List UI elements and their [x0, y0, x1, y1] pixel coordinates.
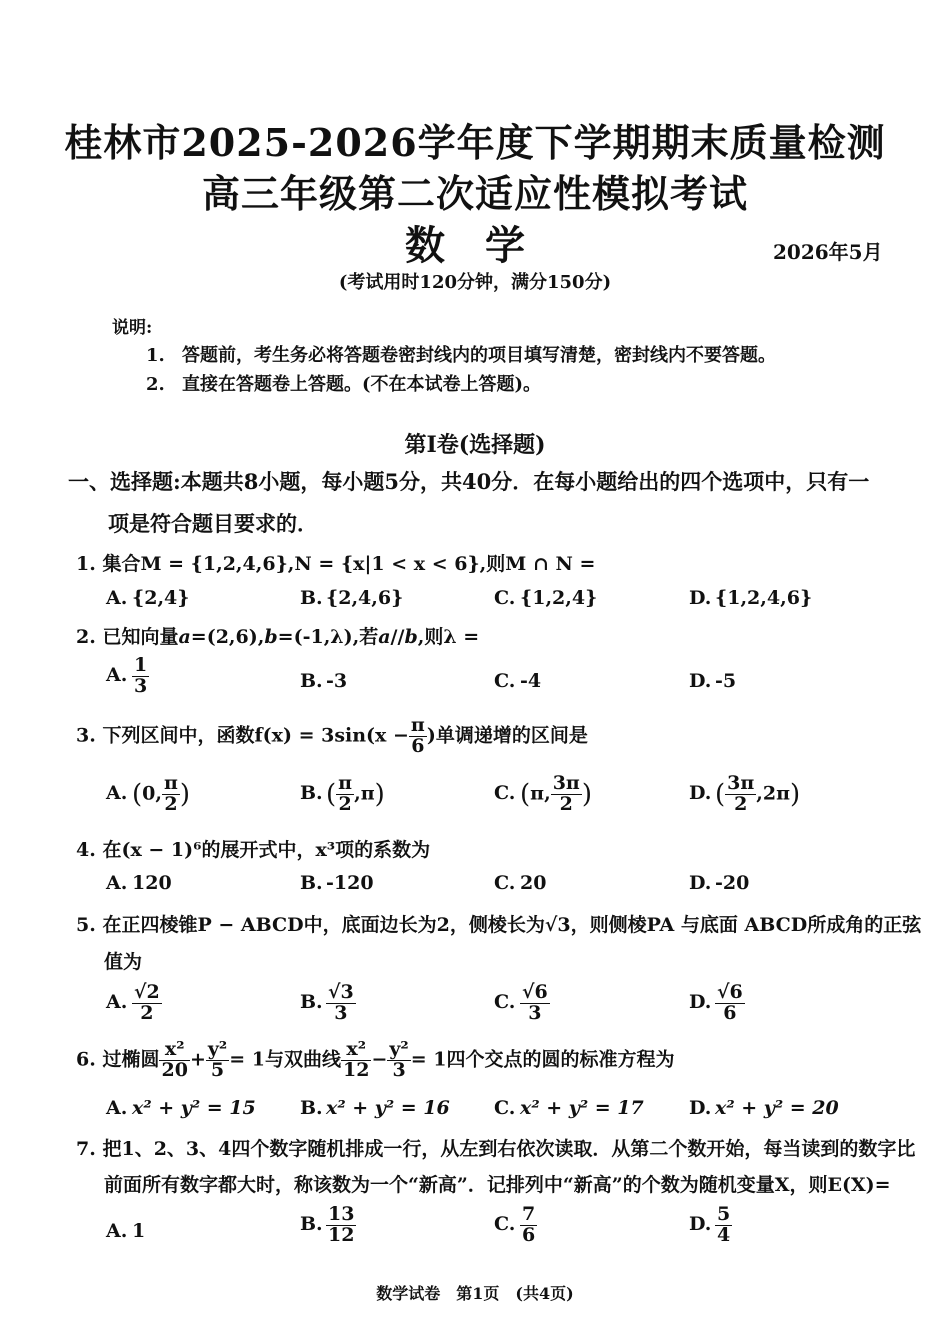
- question-3: 3. 下列区间中，函数f(x) = 3sin(x − $\frac{\pi}{6}$ )单调递增的区间是: [76, 714, 588, 757]
- option-6a: A. x² + y² = 15: [106, 1097, 256, 1119]
- question-1: 1. 集合M = {1,2,4,6},N = {x|1 < x < 6},则M ∩ N =: [76, 553, 596, 575]
- question-7-cont: 前面所有数字都大时，称该数为一个“新高”．记排列中“新高”的个数为随机变量X，则E(X)=: [104, 1174, 891, 1196]
- fraction: $\frac{\pi}{6}$: [410, 714, 425, 757]
- note-item: 1. 答题前，考生务必将答题卷密封线内的项目填写清楚，密封线内不要答题。: [146, 345, 776, 366]
- question-6: 6. 过椭圆 $\frac{\text{x²}}{20}$ + $\frac{\text{y²}}{5}$ = 1与双曲线 $\frac{\text{x²}}{12}$ − $\frac{\text{y²}}{3}$ = 1四个交点的圆的标准方程为: [76, 1038, 675, 1081]
- option-4b: B. -120: [300, 872, 374, 894]
- subject-title: 数学: [405, 222, 565, 269]
- option-2b: B. -3: [300, 670, 348, 692]
- option-4c: C. 20: [494, 872, 547, 894]
- option-6d: D. x² + y² = 20: [689, 1097, 839, 1119]
- option-1d: D. {1,2,4,6}: [689, 587, 813, 609]
- part-heading-cont: 项是符合题目要求的．: [108, 511, 318, 536]
- option-3c: C. (π, $\frac{3\pi}{2}$ ): [494, 772, 592, 815]
- page-footer: 数学试卷 第1页 (共4页): [376, 1284, 574, 1303]
- question-5-cont: 值为: [104, 951, 143, 973]
- option-1a: A. {2,4}: [106, 587, 190, 609]
- option-5d: D. $\frac{√6}{6}$: [689, 981, 743, 1024]
- note-item: 2. 直接在答题卷上答题。(不在本试卷上答题)。: [146, 374, 542, 395]
- option-7b: B. $\frac{13}{12}$: [300, 1203, 355, 1246]
- exam-date: 2026年5月: [773, 240, 883, 264]
- option-3b: B. ( $\frac{\pi}{2}$ ,π): [300, 772, 385, 815]
- question-7: 7. 把1、2、3、4四个数字随机排成一行，从左到右依次读取．从第二个数开始，每当读到的数字比: [76, 1138, 916, 1160]
- option-2c: C. -4: [494, 670, 542, 692]
- time-note: (考试用时120分钟，满分150分): [338, 272, 612, 293]
- option-4a: A. 120: [106, 872, 172, 894]
- exam-title-line1: 桂林市2025-2026学年度下学期期末质量检测: [64, 120, 886, 165]
- option-6b: B. x² + y² = 16: [300, 1097, 450, 1119]
- option-5a: A. $\frac{√2}{2}$: [106, 981, 160, 1024]
- option-7c: C. $\frac{7}{6}$: [494, 1203, 536, 1246]
- option-5c: C. $\frac{√6}{3}$: [494, 981, 548, 1024]
- section-heading: 第Ⅰ卷(选择题): [404, 432, 546, 458]
- question-4: 4. 在(x − 1)⁶的展开式中，x³项的系数为: [76, 839, 431, 861]
- option-3d: D. ( $\frac{3\pi}{2}$ ,2π): [689, 772, 801, 815]
- notes-heading: 说明:: [112, 318, 153, 338]
- option-4d: D. -20: [689, 872, 750, 894]
- option-2a: A. $\frac{1}{3}$: [106, 654, 148, 697]
- fraction: $\frac{1}{3}$: [134, 654, 148, 697]
- option-2d: D. -5: [689, 670, 737, 692]
- question-2: 2. 已知向量a=(2,6),b=(-1,λ),若a//b,则λ =: [76, 626, 480, 648]
- option-7d: D. $\frac{5}{4}$: [689, 1203, 731, 1246]
- option-5b: B. $\frac{√3}{3}$: [300, 981, 354, 1024]
- exam-title-line2: 高三年级第二次适应性模拟考试: [201, 171, 748, 216]
- question-5: 5. 在正四棱锥P − ABCD中，底面边长为2，侧棱长为√3，则侧棱PA 与底面 ABCD所成角的正弦: [76, 914, 922, 936]
- option-6c: C. x² + y² = 17: [494, 1097, 644, 1119]
- option-3a: A. (0, $\frac{\pi}{2}$ ): [106, 772, 191, 815]
- option-1b: B. {2,4,6}: [300, 587, 404, 609]
- option-1c: C. {1,2,4}: [494, 587, 598, 609]
- part-heading: 一、选择题:本题共8小题，每小题5分，共40分．在每小题给出的四个选项中，只有一: [68, 469, 870, 494]
- option-7a: A. 1: [106, 1220, 146, 1242]
